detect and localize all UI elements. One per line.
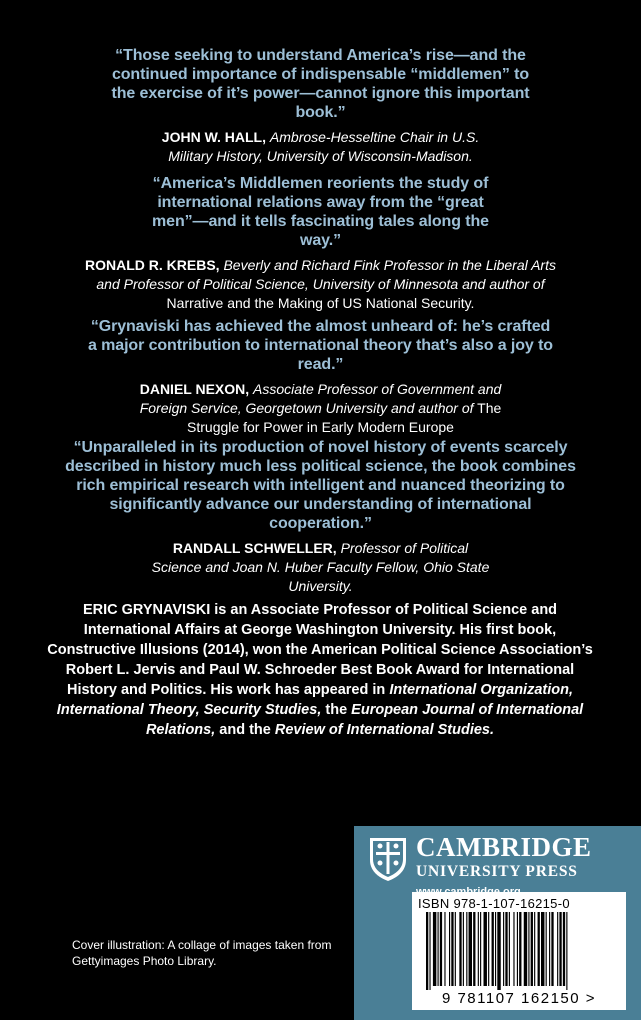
cover-credit: Cover illustration: A collage of images taken from Gettyimages Photo Library. bbox=[72, 938, 332, 968]
barcode-bar bbox=[541, 912, 544, 986]
barcode-bar bbox=[429, 912, 430, 990]
endorsement-quote: “Grynaviski has achieved the almost unheard of: he’s crafted a major contribution to international theory that’s also a joy to read.” bbox=[88, 318, 553, 373]
bio-text: and the bbox=[219, 722, 271, 738]
barcode-bar bbox=[438, 912, 439, 986]
barcode-bar bbox=[449, 912, 450, 986]
barcode-bar bbox=[473, 912, 475, 986]
barcode-bar bbox=[488, 912, 489, 986]
barcode-bar bbox=[524, 912, 527, 986]
endorsement-1 bbox=[0, 46, 641, 166]
isbn-label: ISBN 978-1-107-16215-0 bbox=[418, 896, 570, 911]
barcode-digits: 9 781107 162150 > bbox=[441, 990, 597, 1007]
barcode-bar bbox=[538, 912, 540, 986]
endorser-title: Beverly and Richard Fink Professor in the Liberal Arts and Professor of Political Science, University of Minnesota and author of bbox=[96, 257, 556, 292]
barcode-bar bbox=[426, 912, 428, 990]
barcode-bar bbox=[563, 912, 565, 986]
cambridge-shield-icon bbox=[368, 836, 408, 882]
barcode-bar bbox=[433, 912, 436, 986]
barcode-bar bbox=[513, 912, 514, 986]
barcode-bar bbox=[466, 912, 467, 986]
bio-text: the bbox=[325, 702, 348, 718]
barcode-bar bbox=[505, 912, 507, 986]
endorsement-attribution bbox=[0, 256, 641, 313]
barcode-bar bbox=[503, 912, 504, 986]
publisher-press: UNIVERSITY PRESS bbox=[416, 863, 578, 880]
endorsement-attribution bbox=[0, 128, 641, 166]
barcode-bar bbox=[495, 912, 496, 986]
endorsement-quote: “Unparalleled in its production of novel history of events scarcely described in history much less political science, the book combines rich empirical research with intelligent and nuanced theorizing to significantly advance our understanding of international cooperation.” bbox=[65, 439, 576, 532]
barcode-bar bbox=[528, 912, 529, 986]
endorser-work: Narrative and the Making of US National Security. bbox=[166, 295, 475, 311]
barcode-bar bbox=[459, 912, 461, 986]
barcode-bar bbox=[549, 912, 550, 986]
barcode-bar bbox=[559, 912, 561, 986]
endorsement-attribution bbox=[0, 539, 641, 596]
barcode-bar bbox=[478, 912, 479, 986]
barcode-bar bbox=[440, 912, 442, 986]
endorser-title: Professor of Political Science and Joan N. Huber Faculty Fellow, Ohio State University. bbox=[151, 540, 490, 594]
barcode-bar bbox=[444, 912, 445, 986]
barcode-bars bbox=[424, 912, 614, 990]
isbn-barcode bbox=[412, 892, 626, 1010]
barcode-bar bbox=[557, 912, 558, 986]
endorsement-attribution bbox=[0, 380, 641, 437]
endorser-name: RANDALL SCHWELLER, bbox=[172, 540, 337, 556]
barcode-bar bbox=[517, 912, 518, 986]
endorser-name: RONALD R. KREBS, bbox=[85, 257, 220, 273]
barcode-bar bbox=[463, 912, 464, 986]
barcode-bar bbox=[566, 912, 567, 990]
barcode-bar bbox=[484, 912, 487, 986]
barcode-bar bbox=[455, 912, 456, 986]
bio-text: ERIC GRYNAVISKI is an Associate Professor of Political Science and International Affairs at George Washington University. His first book, Constructive Illusions (2014), won the American Political Science Association’s Robert L. Jervis and Paul W. Schroeder Best Book Award for International History and Politics. His work has appeared in bbox=[47, 602, 593, 698]
endorser-title: Associate Professor of Government and Foreign Service, Georgetown University and author of bbox=[139, 381, 502, 416]
endorsement-quote: “Those seeking to understand America’s rise—and the continued importance of indispensable “middlemen” to the exercise of it’s power—cannot ignore this important book.” bbox=[111, 47, 530, 121]
endorsement-4 bbox=[0, 438, 641, 596]
bio-journal: European Journal of International Relations, bbox=[145, 702, 584, 738]
bio-journal: International Organization, International Theory, Security Studies, bbox=[56, 682, 573, 718]
endorser-work: The Struggle for Power in Early Modern Europe bbox=[187, 400, 502, 435]
bio-journal: Review of International Studies. bbox=[274, 722, 495, 738]
barcode-bar bbox=[469, 912, 472, 986]
barcode-bar bbox=[546, 912, 547, 986]
barcode-bar bbox=[519, 912, 521, 986]
barcode-bar bbox=[534, 912, 535, 986]
endorsement-2 bbox=[0, 174, 641, 313]
publisher-name: CAMBRIDGE bbox=[416, 832, 592, 862]
endorsement-3 bbox=[0, 317, 641, 437]
barcode-bar bbox=[492, 912, 494, 986]
endorser-name: JOHN W. HALL, bbox=[161, 129, 267, 145]
barcode-bar bbox=[551, 912, 553, 986]
endorser-name: DANIEL NEXON, bbox=[139, 381, 250, 397]
barcode-bar bbox=[480, 912, 481, 986]
endorsement-quote: “America’s Middlemen reorients the study of international relations away from the “great men”—and it tells fascinating tales along the way.” bbox=[152, 175, 489, 249]
barcode-bar bbox=[531, 912, 533, 986]
barcode-bar bbox=[509, 912, 510, 986]
author-bio bbox=[40, 600, 600, 740]
barcode-bar bbox=[497, 912, 500, 990]
endorser-title: Ambrose-Hesseltine Chair in U.S. Military History, University of Wisconsin-Madison. bbox=[168, 129, 480, 164]
barcode-bar bbox=[451, 912, 453, 986]
